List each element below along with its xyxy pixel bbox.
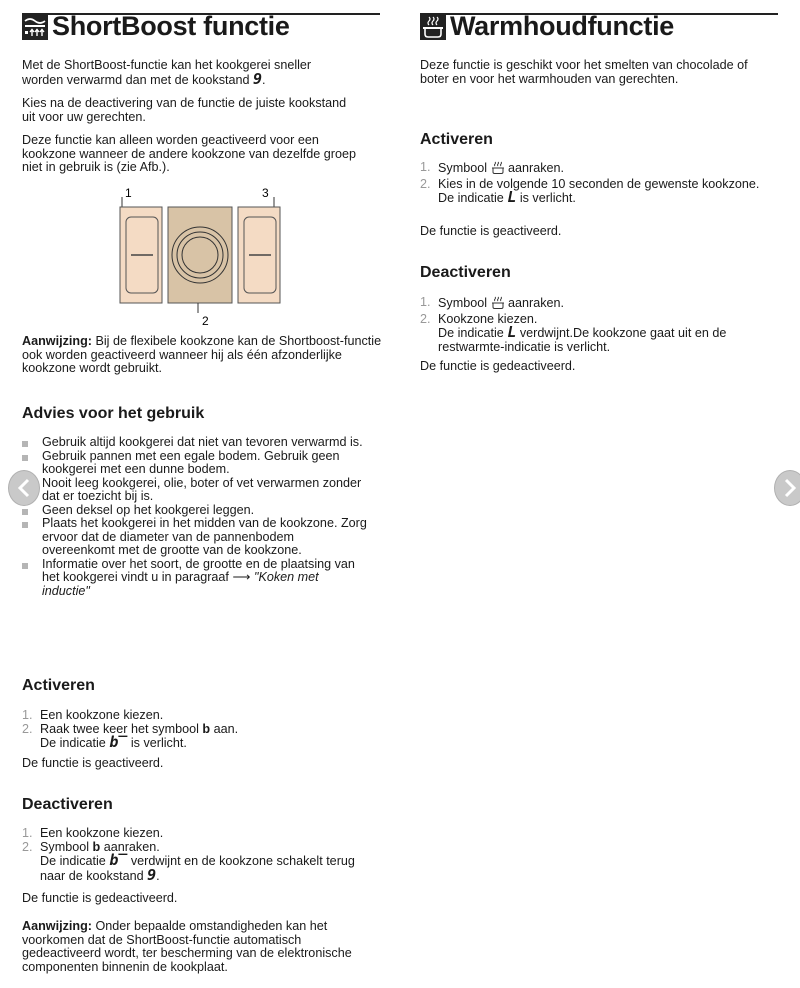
activate-steps bbox=[420, 161, 770, 206]
step-text: Kookzone kiezen. bbox=[438, 311, 538, 326]
step-text-end: aan. bbox=[210, 721, 239, 736]
title-text: Warmhoudfunctie bbox=[450, 11, 674, 41]
note-2 bbox=[22, 920, 377, 974]
step-text-end: aanraken. bbox=[504, 296, 565, 310]
step-text: Kies in de volgende 10 seconden de gewenste kookzone. bbox=[438, 176, 760, 191]
list-item: Gebruik altijd kookgerei dat niet van tevoren verwarmd is. bbox=[22, 436, 367, 450]
indicator-text-end: is verlicht. bbox=[127, 736, 187, 750]
step-item bbox=[420, 178, 770, 206]
step-number: 1. bbox=[420, 295, 431, 309]
boost-indicator-symbol: b‾ bbox=[109, 851, 128, 869]
chevron-right-icon bbox=[783, 478, 797, 498]
indicator-text-end: is verlicht. bbox=[516, 191, 576, 205]
note-1 bbox=[22, 335, 382, 376]
note-text: Bij de flexibele kookzone kan de Shortboost-functie ook worden geactiveerd wanneer hij als één afzonderlijke kookzone wordt gebruikt. bbox=[22, 334, 382, 375]
advice-list bbox=[22, 436, 367, 598]
step-text: Symbool bbox=[438, 161, 491, 175]
step-item bbox=[420, 313, 780, 355]
note-label: Aanwijzing: bbox=[22, 919, 92, 933]
indicator-text: De indicatie bbox=[438, 326, 508, 340]
step-item bbox=[22, 841, 377, 884]
boost-indicator-symbol: b‾ bbox=[109, 733, 128, 751]
boost-symbol: b bbox=[202, 721, 211, 736]
deactivate-result: De functie is gedeactiveerd. bbox=[420, 359, 576, 373]
list-item: Gebruik pannen met een egale bodem. Gebruik geen kookgerei met een dunne bodem. bbox=[22, 450, 367, 477]
label-1: 1 bbox=[125, 186, 132, 200]
intro-paragraph: Deze functie is geschikt voor het smelten van chocolade of boter en voor het warmhouden van gerechten. bbox=[420, 58, 748, 86]
step-number: 2. bbox=[22, 839, 33, 854]
arrow-icon: ⟶ bbox=[232, 570, 251, 584]
cross-reference: "Koken met inductie" bbox=[42, 570, 319, 598]
indicator-text-end: verdwijnt.De kookzone gaat uit en de restwarmte-indicatie is verlicht. bbox=[438, 326, 727, 354]
keep-warm-symbol-icon bbox=[491, 296, 505, 313]
list-item bbox=[22, 558, 367, 599]
activate-steps bbox=[22, 709, 372, 751]
list-item: Geen deksel op het kookgerei leggen. bbox=[22, 504, 367, 518]
step-text: Een kookzone kiezen. bbox=[40, 826, 164, 840]
indicator-text-mid: verdwijnt en de kookzone schakelt terug naar de kookstand bbox=[40, 854, 355, 883]
deactivate-steps bbox=[420, 296, 780, 354]
title-text: ShortBoost functie bbox=[52, 11, 290, 41]
section-title bbox=[420, 11, 674, 42]
step-number: 2. bbox=[420, 176, 431, 191]
indicator-text: De indicatie bbox=[40, 854, 110, 868]
indicator-text: De indicatie bbox=[40, 736, 110, 750]
step-text-end: aanraken. bbox=[100, 839, 160, 854]
intro-paragraph bbox=[22, 59, 372, 87]
note-text: Onder bepaalde omstandigheden kan het voorkomen dat de ShortBoost-functie automatisch gedeactiveerd wordt, ter bescherming van de elektronische componenten binnenin de kookplaat. bbox=[22, 919, 352, 974]
boost-symbol: b bbox=[92, 839, 101, 854]
intro-end: . bbox=[262, 72, 266, 87]
step-item bbox=[22, 827, 377, 841]
keep-warm-icon bbox=[420, 14, 446, 40]
step-text: Symbool bbox=[438, 296, 491, 310]
step-item bbox=[420, 296, 780, 313]
zone-middle bbox=[168, 207, 232, 303]
list-item: Plaats het kookgerei in het midden van de kookzone. Zorg ervoor dat de diameter van de pannenbodem overeenkomt met de grootte van de kookzone. bbox=[22, 517, 367, 558]
paragraph-kookstand: Kies na de deactivering van de functie de juiste kookstand uit voor uw gerechten. bbox=[22, 96, 347, 124]
deactivate-result: De functie is gedeactiveerd. bbox=[22, 891, 178, 905]
step-text: Een kookzone kiezen. bbox=[40, 708, 164, 722]
deactivate-steps bbox=[22, 827, 377, 883]
section-title bbox=[22, 11, 290, 42]
step-number: 1. bbox=[22, 826, 33, 840]
shortboost-icon bbox=[22, 14, 48, 40]
step-text: Symbool bbox=[40, 839, 93, 854]
previous-page-button[interactable] bbox=[8, 470, 40, 506]
deactivate-heading: Deactiveren bbox=[420, 264, 511, 281]
power-level-symbol: 9 bbox=[253, 69, 263, 88]
step-item bbox=[420, 161, 770, 178]
step-number: 1. bbox=[420, 160, 431, 174]
intro-line-2: worden verwarmd dan met de kookstand bbox=[22, 72, 254, 87]
step-number: 1. bbox=[22, 708, 33, 722]
indicator-text-end: . bbox=[156, 868, 160, 883]
step-item bbox=[22, 709, 372, 723]
step-item bbox=[22, 723, 372, 751]
step-text-end: aanraken. bbox=[504, 161, 565, 175]
keep-warm-indicator-symbol: L bbox=[507, 188, 517, 206]
activate-heading: Activeren bbox=[22, 677, 95, 694]
label-2: 2 bbox=[202, 314, 209, 327]
step-text: Raak twee keer het symbool bbox=[40, 721, 203, 736]
paragraph-group: Deze functie kan alleen worden geactiveerd voor een kookzone wanneer de andere kookzone van dezelfde groep niet in gebruik is (zie Afb.). bbox=[22, 133, 356, 174]
advice-last-text: Informatie over het soort, de grootte en de plaatsing van het kookgerei vindt u in paragraaf bbox=[42, 556, 355, 584]
label-3: 3 bbox=[262, 186, 269, 200]
note-label: Aanwijzing: bbox=[22, 334, 92, 348]
step-number: 2. bbox=[22, 721, 33, 736]
step-number: 2. bbox=[420, 311, 431, 326]
keep-warm-indicator-symbol: L bbox=[507, 323, 517, 341]
deactivate-heading: Deactiveren bbox=[22, 796, 113, 813]
activate-result: De functie is geactiveerd. bbox=[22, 756, 164, 770]
keep-warm-symbol-icon bbox=[491, 161, 505, 178]
activate-heading: Activeren bbox=[420, 131, 493, 148]
activate-result: De functie is geactiveerd. bbox=[420, 224, 562, 238]
list-item: Nooit leeg kookgerei, olie, boter of vet verwarmen zonder dat er toezicht bij is. bbox=[22, 477, 367, 504]
indicator-text: De indicatie bbox=[438, 191, 508, 205]
next-page-button[interactable] bbox=[774, 470, 800, 506]
intro-line-1: Met de ShortBoost-functie kan het kookgerei sneller bbox=[22, 58, 312, 72]
chevron-left-icon bbox=[17, 478, 31, 498]
cooktop-figure bbox=[112, 185, 292, 327]
power-level-symbol: 9 bbox=[147, 865, 157, 884]
advice-heading: Advies voor het gebruik bbox=[22, 405, 205, 422]
